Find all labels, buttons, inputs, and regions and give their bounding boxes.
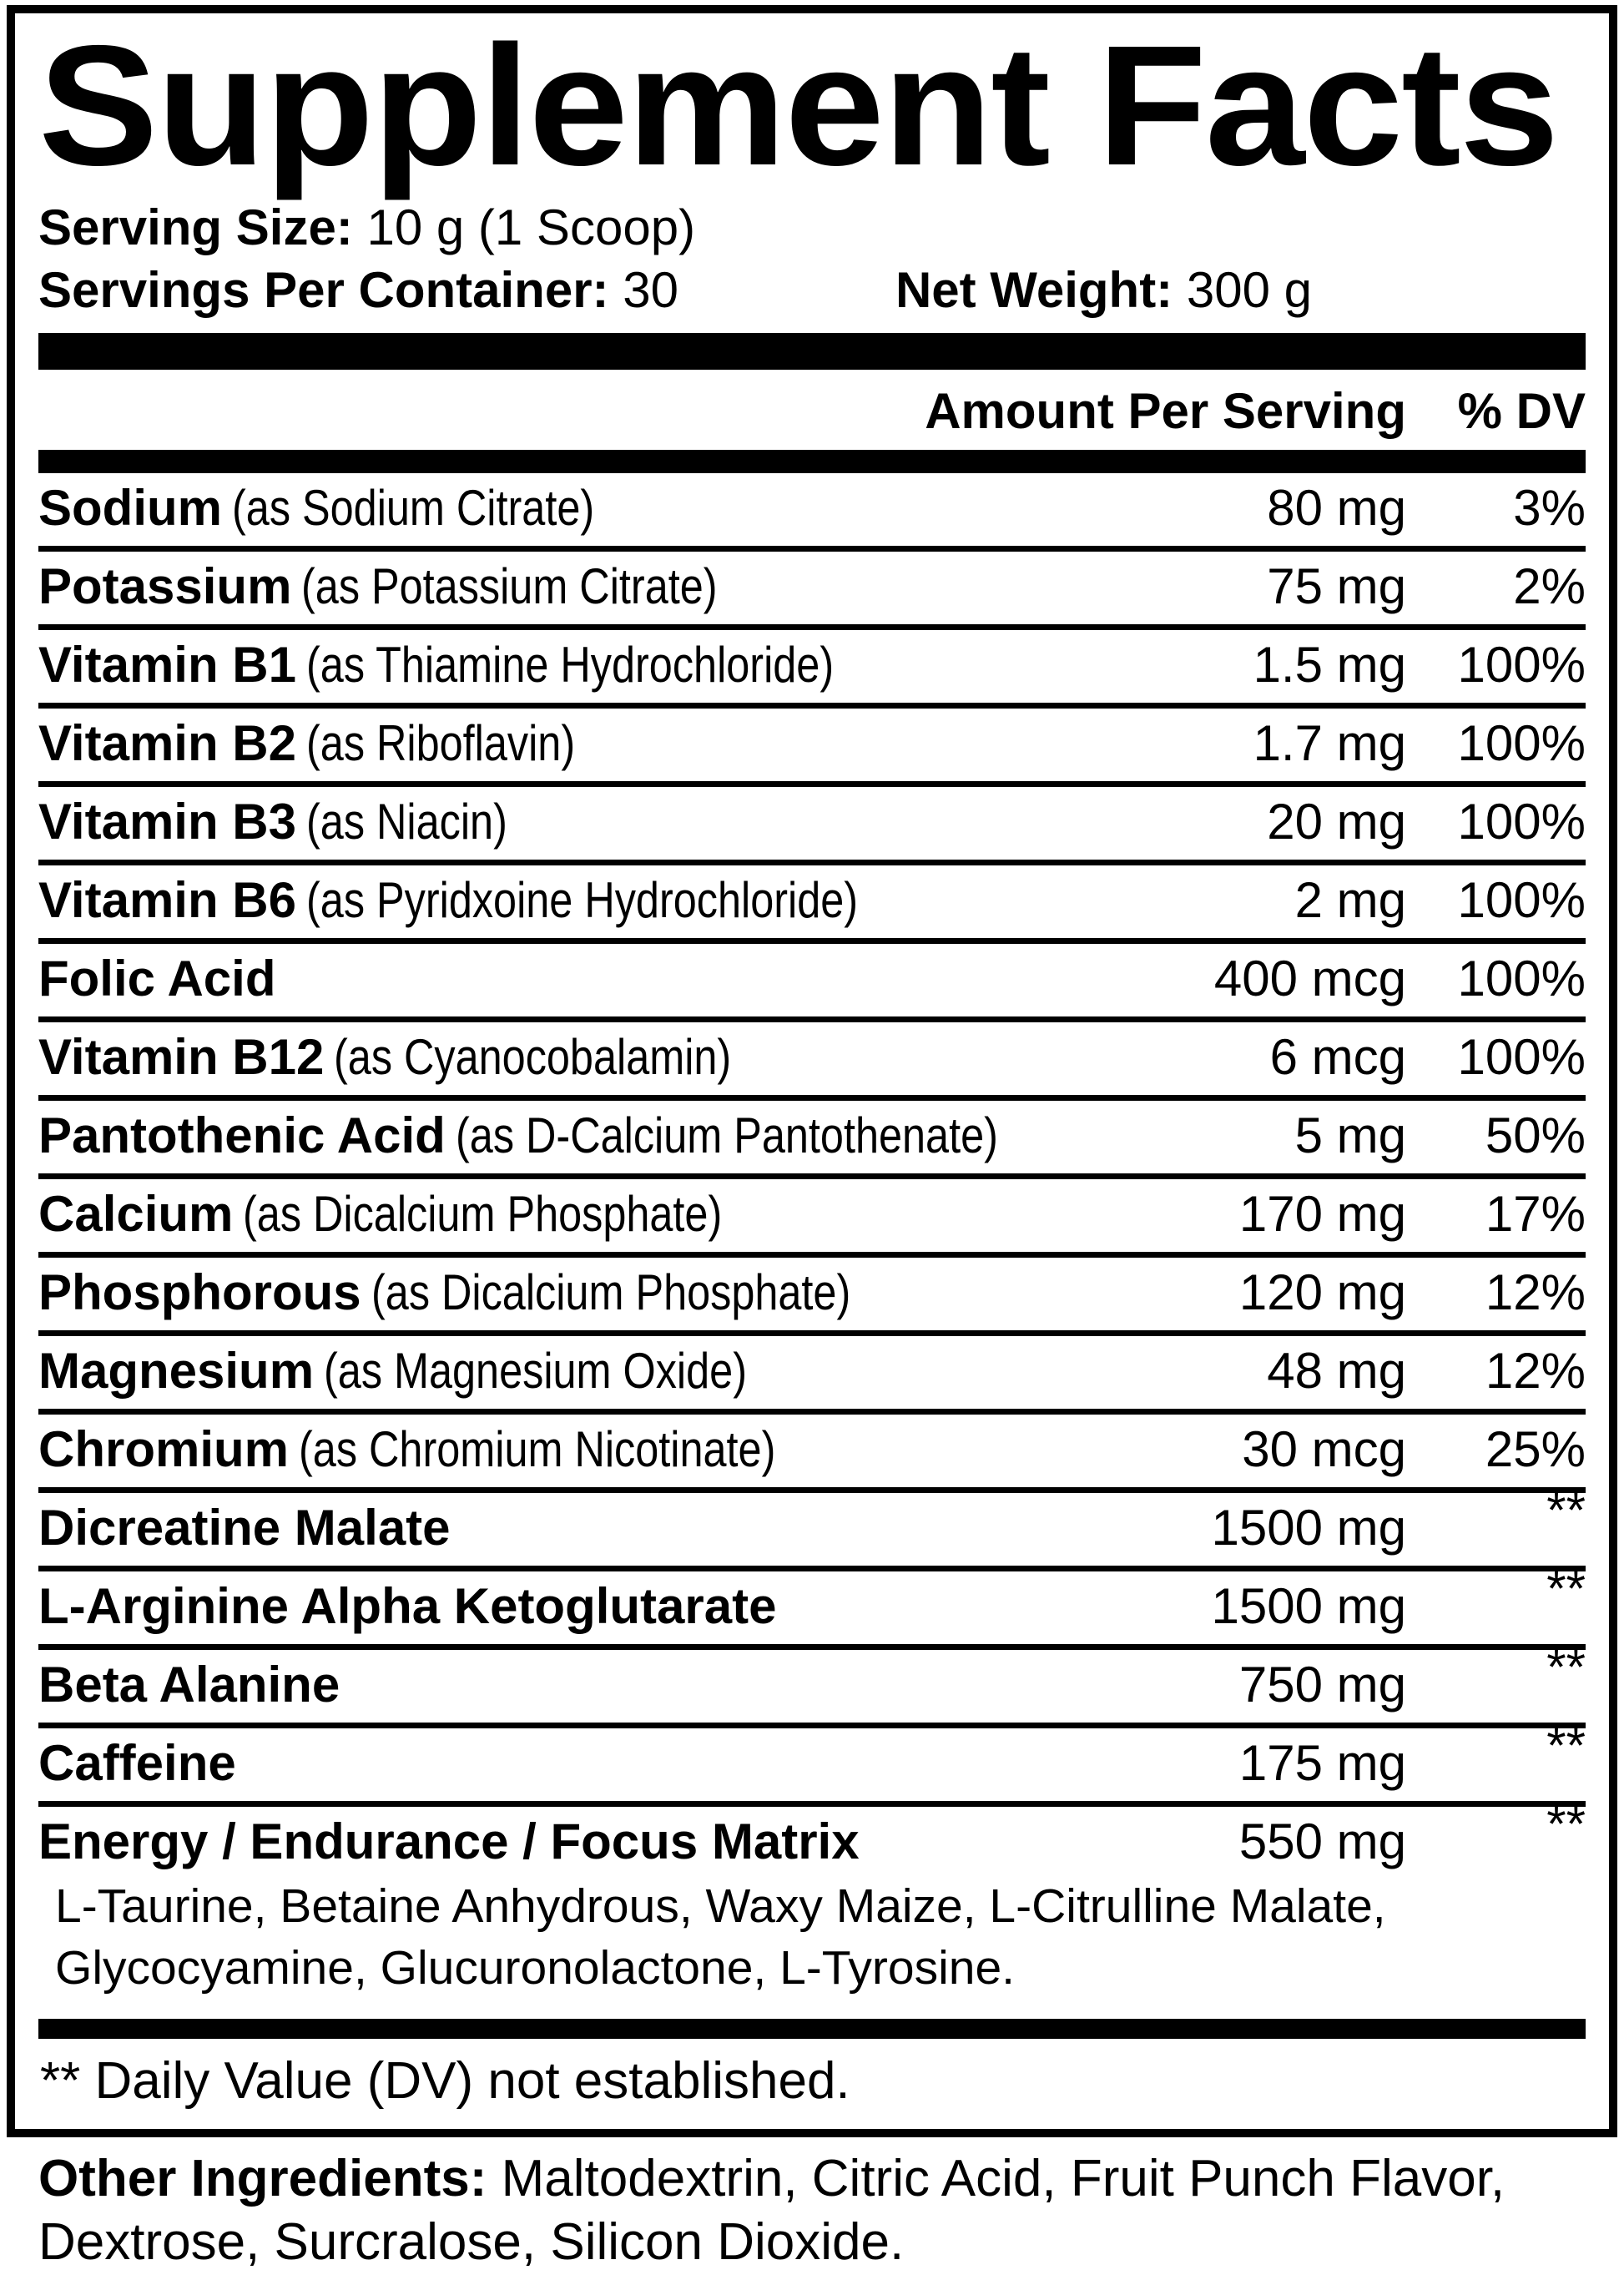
ingredient-dv: ** <box>1546 1482 1586 1539</box>
facts-column-header <box>38 370 1586 450</box>
ingredient-source: (as Thiamine Hydrochloride) <box>306 636 835 693</box>
ingredient-dv: 2% <box>1513 557 1586 614</box>
facts-row <box>38 630 1586 709</box>
ingredient-amount: 48 mg <box>1267 1342 1406 1399</box>
facts-row <box>38 1718 1586 1807</box>
ingredient-dv: 100% <box>1457 871 1586 928</box>
other-ingredients-label: Other Ingredients: <box>38 2149 487 2207</box>
ingredient-source: (as D-Calcium Pantothenate) <box>455 1107 998 1163</box>
supplement-facts-panel <box>7 5 1617 2137</box>
facts-row <box>38 865 1586 944</box>
serving-size-value: 10 g (1 Scoop) <box>366 199 696 255</box>
ingredient-name: Calcium <box>38 1185 234 1242</box>
facts-row <box>38 1796 1586 1870</box>
net-weight-label: Net Weight: <box>895 261 1173 318</box>
facts-row <box>38 1336 1586 1415</box>
ingredient-name: Sodium <box>38 479 222 536</box>
ingredient-name-cell <box>38 1577 1131 1634</box>
dv-footnote: ** Daily Value (DV) not established. <box>40 2051 850 2110</box>
ingredient-name: Folic Acid <box>38 950 276 1006</box>
facts-row <box>38 1179 1586 1258</box>
ingredient-name: Vitamin B6 <box>38 871 296 928</box>
ingredient-amount: 2 mg <box>1294 871 1406 928</box>
ingredient-name-cell <box>38 1499 1131 1556</box>
ingredient-name-cell <box>38 479 1131 536</box>
ingredient-amount: 1500 mg <box>1211 1499 1406 1556</box>
ingredient-amount: 1.7 mg <box>1253 714 1406 771</box>
ingredient-name: Vitamin B12 <box>38 1028 325 1085</box>
ingredient-amount: 1.5 mg <box>1253 636 1406 693</box>
ingredient-amount: 1500 mg <box>1211 1577 1406 1634</box>
ingredient-name: Caffeine <box>38 1734 236 1791</box>
ingredient-name: Magnesium <box>38 1342 315 1399</box>
facts-row <box>38 1022 1586 1101</box>
ingredient-name: Vitamin B3 <box>38 793 296 850</box>
ingredient-amount: 80 mg <box>1267 479 1406 536</box>
ingredient-source: (as Cyanocobalamin) <box>334 1028 732 1085</box>
ingredient-name-cell <box>38 636 1131 693</box>
ingredient-name: Potassium <box>38 557 292 614</box>
ingredient-amount: 170 mg <box>1238 1185 1406 1242</box>
serving-block <box>38 196 1586 321</box>
ingredient-name-cell <box>38 1264 1131 1320</box>
ingredient-dv: 17% <box>1485 1185 1586 1242</box>
facts-row <box>38 709 1586 787</box>
ingredient-source: (as Dicalcium Phosphate) <box>371 1264 850 1320</box>
ingredient-name: Beta Alanine <box>38 1656 340 1713</box>
ingredient-name: L-Arginine Alpha Ketoglutarate <box>38 1577 777 1634</box>
ingredient-dv: ** <box>1546 1561 1586 1617</box>
amount-per-serving-header: Amount Per Serving <box>925 382 1406 439</box>
ingredient-name-cell <box>38 793 1131 850</box>
ingredient-dv: ** <box>1546 1639 1586 1696</box>
ingredient-name-cell <box>38 1342 1131 1399</box>
other-ingredients-value: Maltodextrin, Citric Acid, Fruit Punch Flavor, Dextrose, Surcralose, Silicon Dioxide. <box>38 2149 1505 2271</box>
ingredient-name-cell <box>38 1107 1131 1163</box>
ingredient-amount: 750 mg <box>1238 1656 1406 1713</box>
servings-per-container-value: 30 <box>623 261 678 318</box>
ingredient-name: Pantothenic Acid <box>38 1107 446 1163</box>
ingredient-name: Energy / Endurance / Focus Matrix <box>38 1813 860 1869</box>
ingredient-amount: 120 mg <box>1238 1264 1406 1320</box>
ingredient-dv: 100% <box>1457 636 1586 693</box>
ingredient-dv: 100% <box>1457 714 1586 771</box>
ingredient-dv: 12% <box>1485 1264 1586 1320</box>
facts-row <box>38 1415 1586 1493</box>
ingredient-dv: 3% <box>1513 479 1586 536</box>
ingredient-amount: 30 mcg <box>1242 1420 1406 1477</box>
ingredient-source: (as Sodium Citrate) <box>232 479 595 536</box>
facts-row <box>38 1258 1586 1336</box>
facts-row <box>38 1482 1586 1571</box>
facts-row <box>38 1561 1586 1650</box>
facts-row <box>38 1639 1586 1728</box>
ingredient-source: (as Chromium Nicotinate) <box>299 1420 776 1477</box>
servings-per-container-label: Servings Per Container: <box>38 261 609 318</box>
ingredient-dv: 25% <box>1485 1420 1586 1477</box>
ingredient-source: (as Magnesium Oxide) <box>324 1342 748 1399</box>
ingredient-dv: 12% <box>1485 1342 1586 1399</box>
facts-row <box>38 944 1586 1022</box>
ingredient-name: Phosphorous <box>38 1264 361 1320</box>
ingredient-name: Vitamin B1 <box>38 636 296 693</box>
ingredient-amount: 6 mcg <box>1269 1028 1406 1085</box>
divider-bar-medium <box>38 450 1586 473</box>
ingredient-dv: 100% <box>1457 1028 1586 1085</box>
percent-dv-header: % DV <box>1457 382 1586 439</box>
serving-size-line <box>38 196 1586 259</box>
ingredient-amount: 175 mg <box>1238 1734 1406 1791</box>
ingredient-dv: 50% <box>1485 1107 1586 1163</box>
ingredient-dv: ** <box>1546 1796 1586 1853</box>
ingredient-source: (as Niacin) <box>306 793 507 850</box>
ingredient-name-cell <box>38 557 1131 614</box>
ingredient-amount: 75 mg <box>1267 557 1406 614</box>
ingredient-name-cell <box>38 714 1131 771</box>
panel-title: Supplement Facts <box>38 10 1558 201</box>
ingredient-name: Vitamin B2 <box>38 714 296 771</box>
ingredient-source: (as Dicalcium Phosphate) <box>243 1185 723 1242</box>
servings-netweight-line <box>38 259 1586 321</box>
ingredient-name-cell <box>38 871 1131 928</box>
ingredient-name-cell <box>38 1656 1131 1713</box>
ingredient-name: Chromium <box>38 1420 289 1477</box>
ingredient-name-cell <box>38 1185 1131 1242</box>
ingredient-name-cell <box>38 1813 1131 1869</box>
servings-per-container <box>38 259 678 321</box>
panel-title-wrap <box>38 10 1586 201</box>
facts-row <box>38 552 1586 630</box>
facts-row <box>38 787 1586 865</box>
ingredient-amount: 5 mg <box>1294 1107 1406 1163</box>
ingredient-dv: 100% <box>1457 793 1586 850</box>
ingredient-dv: 100% <box>1457 950 1586 1006</box>
facts-row <box>38 473 1586 552</box>
divider-bar-thick <box>38 333 1586 370</box>
serving-size-label: Serving Size: <box>38 199 353 255</box>
ingredient-name-cell <box>38 1028 1131 1085</box>
net-weight <box>895 259 1312 321</box>
ingredient-amount: 20 mg <box>1267 793 1406 850</box>
ingredient-name-cell <box>38 950 1131 1006</box>
ingredient-dv: ** <box>1546 1718 1586 1774</box>
matrix-sub-ingredients: L-Taurine, Betaine Anhydrous, Waxy Maize, L-Citrulline Malate, Glycocyamine, Glucuronolactone, L-Tyrosine. <box>55 1879 1386 1995</box>
other-ingredients <box>38 2147 1532 2273</box>
ingredient-source: (as Potassium Citrate) <box>301 557 718 614</box>
facts-row <box>38 1101 1586 1179</box>
facts-table <box>38 473 1586 1870</box>
ingredient-source: (as Riboflavin) <box>306 714 576 771</box>
net-weight-value: 300 g <box>1186 261 1312 318</box>
ingredient-source: (as Pyridxoine Hydrochloride) <box>306 871 859 928</box>
ingredient-amount: 550 mg <box>1238 1813 1406 1869</box>
ingredient-amount: 400 mcg <box>1213 950 1406 1006</box>
divider-bar-bottom <box>38 2019 1586 2039</box>
ingredient-name-cell <box>38 1420 1131 1477</box>
ingredient-name-cell <box>38 1734 1131 1791</box>
ingredient-name: Dicreatine Malate <box>38 1499 451 1556</box>
